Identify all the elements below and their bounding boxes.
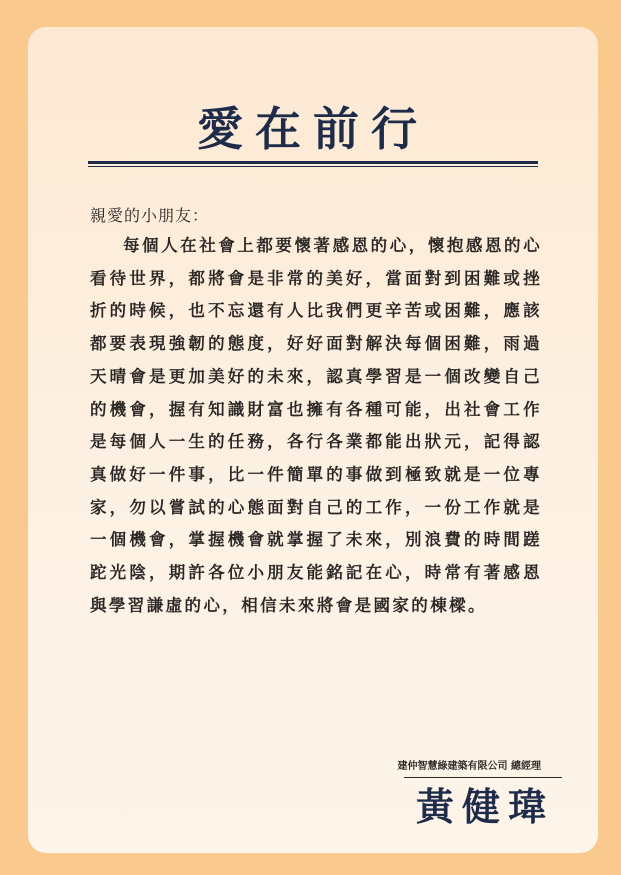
title-underline (88, 161, 538, 164)
salutation: 親愛的小朋友： (90, 206, 210, 225)
signature-rule (404, 777, 562, 778)
title-underline-thin (88, 166, 538, 167)
page-title: 愛在前行 (197, 102, 429, 156)
signature-name: 黃健瑋 (416, 784, 555, 829)
letter-body: 每個人在社會上都要懷著感恩的心，懷抱感恩的心看待世界，都將會是非常的美好，當面對到困難或挫折的時候，也不忘還有人比我們更辛苦或困難，應該都要表現強韌的態度，好好面對解決每個困難，雨過天晴會是更加美好的未來，認真學習是一個改變自己的機會，握有知識財富也擁有各種可能，出社會工作是每個人一生的任務，各行各業都能出狀元，記得認真做好一件事，比一件簡單的事做到極致就是一位專家，勿以嘗試的心態面對自己的工作，一份工作就是一個機會，掌握機會就掌握了未來，別浪費的時間蹉跎光陰，期許各位小朋友能銘記在心，時常有著感恩與學習謙虛的心，相信未來將會是國家的棟樑。 (90, 236, 542, 615)
company-title: 建仲智慧綠建築有限公司 總經理 (397, 761, 541, 772)
letter-card (28, 27, 598, 853)
